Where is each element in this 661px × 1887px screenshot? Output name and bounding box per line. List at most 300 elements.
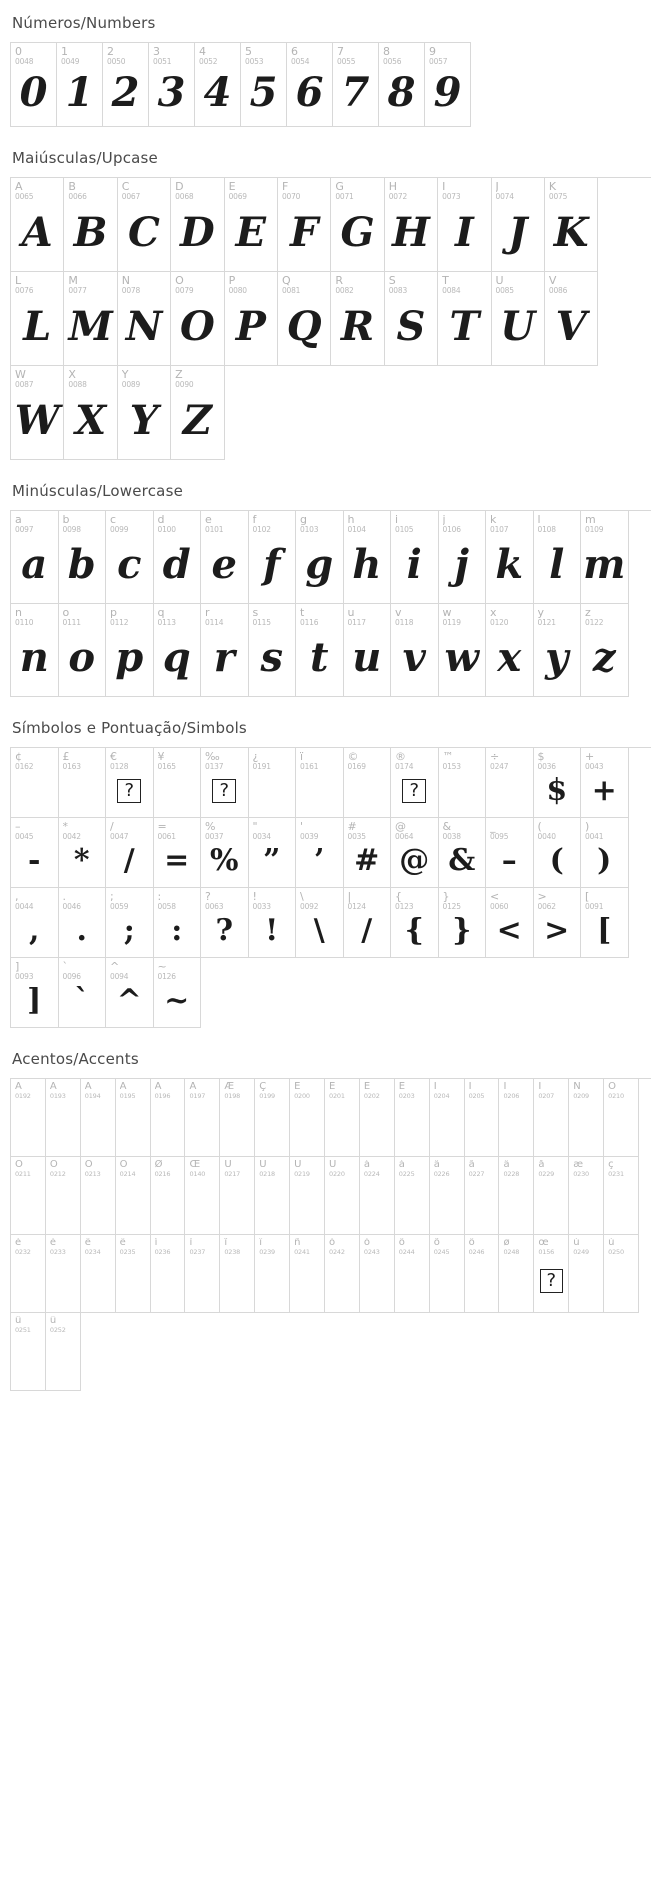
glyph-cell[interactable] [185, 1079, 220, 1157]
glyph-cell[interactable] [344, 511, 392, 604]
glyph-cell[interactable] [296, 748, 344, 818]
glyph-cell[interactable] [249, 604, 297, 697]
glyph-render [604, 1100, 638, 1156]
glyph-cell[interactable] [385, 178, 438, 272]
glyph-code-label: 0075 [548, 192, 568, 201]
glyph-meta [296, 888, 343, 911]
section-symbols [10, 719, 651, 1028]
glyph-cell[interactable] [64, 178, 117, 272]
glyph-char-label: p [110, 607, 117, 619]
glyph-cell[interactable] [333, 43, 379, 127]
glyph-cell[interactable] [499, 1235, 534, 1313]
glyph-render [116, 1178, 150, 1234]
glyph-cell[interactable] [379, 43, 425, 127]
glyph-cell[interactable] [11, 1079, 46, 1157]
glyph-cell[interactable] [486, 888, 534, 958]
glyph-code-label: 0252 [49, 1326, 66, 1334]
glyph-code-label: 0224 [363, 1170, 380, 1178]
glyph-cell[interactable] [195, 43, 241, 127]
glyph-render: V [555, 302, 587, 350]
glyph-char-label: Ù [224, 1160, 232, 1170]
glyph-cell[interactable] [545, 178, 598, 272]
glyph-cell[interactable] [46, 1157, 81, 1235]
glyph-meta [360, 1157, 394, 1178]
glyph-cell[interactable] [154, 604, 202, 697]
glyph-cell[interactable] [11, 1235, 46, 1313]
glyph-cell[interactable] [395, 1079, 430, 1157]
glyph-render [395, 1178, 429, 1234]
glyph-cell[interactable] [106, 958, 154, 1028]
glyph-char-label: à [363, 1160, 371, 1170]
glyph-cell[interactable] [11, 366, 64, 460]
glyph-char-label: Á [49, 1082, 57, 1092]
glyph-cell[interactable] [154, 888, 202, 958]
glyph-cell[interactable] [499, 1157, 534, 1235]
glyph-char-label: ã [468, 1160, 475, 1170]
glyph-code-label: 0090 [175, 380, 194, 389]
glyph-cell[interactable] [11, 272, 64, 366]
glyph-cell[interactable] [581, 511, 629, 604]
glyph-cell[interactable] [534, 604, 582, 697]
glyph-cell[interactable] [325, 1157, 360, 1235]
glyph-cell[interactable] [360, 1235, 395, 1313]
glyph-cell[interactable] [151, 1157, 186, 1235]
glyph-cell[interactable] [395, 1235, 430, 1313]
glyph-char-label: G [335, 181, 344, 193]
glyph-meta [171, 366, 223, 389]
glyph-cell[interactable] [106, 888, 154, 958]
glyph-cell[interactable] [255, 1157, 290, 1235]
glyph-code-label: 0122 [585, 618, 604, 627]
glyph-cell[interactable] [11, 1313, 46, 1391]
glyph-char-label: K [548, 181, 557, 193]
glyph-cell[interactable] [360, 1157, 395, 1235]
glyph-code-label: 0065 [15, 192, 34, 201]
glyph-cell[interactable] [492, 272, 545, 366]
glyph-render [185, 1100, 219, 1156]
glyph-cell[interactable] [46, 1079, 81, 1157]
glyph-code-label: 0092 [300, 902, 319, 911]
glyph-cell[interactable] [430, 1157, 465, 1235]
glyph-cell[interactable] [360, 1079, 395, 1157]
glyph-cell[interactable] [344, 604, 392, 697]
glyph-cell[interactable] [11, 818, 59, 888]
glyph-cell[interactable] [439, 511, 487, 604]
glyph-code-label: 0113 [157, 618, 176, 627]
glyph-code-label: 0165 [157, 762, 176, 771]
glyph-cell[interactable] [439, 748, 487, 818]
glyph-cell[interactable] [59, 818, 107, 888]
glyph-cell[interactable] [325, 1235, 360, 1313]
glyph-cell[interactable] [11, 748, 59, 818]
glyph-meta [46, 1157, 80, 1178]
glyph-cell[interactable] [604, 1079, 639, 1157]
glyph-code-label: 0086 [548, 286, 568, 295]
glyph-meta [465, 1235, 499, 1256]
glyph-char-label: N [121, 275, 131, 287]
glyph-cell[interactable] [438, 272, 491, 366]
glyph-cell[interactable] [57, 43, 103, 127]
glyph-cell[interactable] [116, 1079, 151, 1157]
glyph-cell[interactable] [430, 1235, 465, 1313]
glyph-meta [255, 1235, 289, 1256]
glyph-cell[interactable] [201, 511, 249, 604]
glyph-render: y [545, 634, 569, 682]
glyph-code-label: 0081 [281, 286, 301, 295]
glyph-cell[interactable] [278, 178, 331, 272]
glyph-code-label: 0236 [154, 1248, 171, 1256]
glyph-cell[interactable] [106, 604, 154, 697]
glyph-cell[interactable] [296, 511, 344, 604]
glyph-render: L [23, 302, 52, 350]
glyph-cell[interactable] [154, 511, 202, 604]
glyph-code-label: 0037 [205, 832, 224, 841]
glyph-meta [220, 1235, 254, 1256]
glyph-cell[interactable] [290, 1079, 325, 1157]
glyph-code-label: 0107 [490, 525, 509, 534]
glyph-render [360, 1100, 394, 1156]
glyph-meta [255, 1079, 289, 1100]
glyph-cell[interactable] [171, 178, 224, 272]
glyph-cell[interactable] [499, 1079, 534, 1157]
glyph-cell[interactable] [201, 888, 249, 958]
glyph-cell[interactable] [116, 1157, 151, 1235]
glyph-cell[interactable] [11, 604, 59, 697]
glyph-render: 6 [295, 68, 324, 116]
glyph-cell[interactable] [391, 604, 439, 697]
glyph-cell[interactable] [81, 1079, 116, 1157]
glyph-cell[interactable] [154, 958, 202, 1028]
glyph-char-label: Ñ [573, 1082, 581, 1092]
glyph-code-label: 0070 [281, 192, 301, 201]
glyph-cell[interactable] [64, 272, 117, 366]
glyph-render: M [68, 302, 113, 350]
glyph-cell[interactable] [331, 178, 384, 272]
glyph-char-label: ¿ [252, 751, 259, 763]
glyph-cell[interactable] [486, 748, 534, 818]
glyph-char-label: ù [573, 1238, 580, 1248]
glyph-cell[interactable] [154, 818, 202, 888]
glyph-meta [534, 1235, 568, 1256]
glyph-render: d [162, 541, 191, 589]
glyph-render: $ [546, 772, 568, 808]
glyph-char-label: t [300, 607, 305, 619]
glyph-cell[interactable] [171, 366, 224, 460]
glyph-cell[interactable] [430, 1079, 465, 1157]
glyph-cell[interactable] [59, 888, 107, 958]
glyph-char-label: F [281, 181, 289, 193]
glyph-meta [430, 1235, 464, 1256]
glyph-char-label: T [442, 275, 449, 287]
glyph-cell[interactable] [545, 272, 598, 366]
glyph-cell[interactable] [106, 748, 154, 818]
glyph-meta [249, 888, 296, 911]
glyph-code-label: 0232 [15, 1248, 31, 1256]
glyph-render: ” [263, 842, 281, 878]
glyph-cell[interactable] [59, 511, 107, 604]
glyph-cell[interactable] [391, 511, 439, 604]
glyph-cell[interactable] [220, 1157, 255, 1235]
glyph-meta [499, 1079, 533, 1100]
glyph-meta [154, 511, 201, 534]
glyph-cell[interactable] [64, 366, 117, 460]
glyph-char-label: Y [121, 369, 129, 381]
glyph-cell[interactable] [581, 748, 629, 818]
glyph-render: r [213, 634, 235, 682]
glyph-meta [46, 1313, 80, 1334]
glyph-meta [171, 272, 223, 295]
glyph-cell[interactable] [151, 1079, 186, 1157]
glyph-render: k [495, 541, 524, 589]
glyph-cell[interactable] [344, 748, 392, 818]
glyph-cell[interactable] [201, 604, 249, 697]
glyph-char-label: E [228, 181, 236, 193]
glyph-code-label: 0247 [490, 762, 509, 771]
glyph-meta [325, 1235, 359, 1256]
glyph-cell[interactable] [604, 1157, 639, 1235]
glyph-meta [465, 1079, 499, 1100]
glyph-cell[interactable] [439, 818, 487, 888]
glyph-render: z [592, 634, 616, 682]
glyph-cell[interactable] [201, 818, 249, 888]
glyph-cell[interactable] [171, 272, 224, 366]
glyph-cell[interactable] [290, 1235, 325, 1313]
section-title: Números/Numbers [12, 14, 156, 32]
glyph-cell[interactable] [581, 604, 629, 697]
glyph-cell[interactable] [149, 43, 195, 127]
glyph-cell[interactable] [604, 1235, 639, 1313]
glyph-cell[interactable] [185, 1235, 220, 1313]
glyph-char-label: Õ [84, 1160, 93, 1170]
glyph-cell[interactable] [486, 604, 534, 697]
glyph-cell[interactable] [11, 888, 59, 958]
glyph-code-label: 0088 [68, 380, 87, 389]
glyph-render [255, 1100, 289, 1156]
glyph-cell[interactable] [465, 1079, 500, 1157]
glyph-cell[interactable] [46, 1235, 81, 1313]
glyph-cell[interactable] [439, 888, 487, 958]
glyph-cell[interactable] [534, 748, 582, 818]
glyph-cell[interactable] [255, 1079, 290, 1157]
glyph-char-label: æ [573, 1160, 584, 1170]
glyph-render [360, 1178, 394, 1234]
glyph-cell[interactable] [569, 1157, 604, 1235]
glyph-meta [185, 1157, 219, 1178]
glyph-meta [116, 1079, 150, 1100]
glyph-cell[interactable] [287, 43, 333, 127]
glyph-char-label: Ø [154, 1160, 163, 1170]
glyph-cell[interactable] [249, 818, 297, 888]
glyph-cell[interactable] [118, 366, 171, 460]
glyph-cell[interactable] [534, 511, 582, 604]
glyph-cell[interactable] [492, 178, 545, 272]
glyph-meta [569, 1079, 603, 1100]
glyph-cell[interactable] [344, 888, 392, 958]
glyph-cell[interactable] [116, 1235, 151, 1313]
glyph-cell[interactable] [331, 272, 384, 366]
glyph-char-label: f [252, 514, 257, 526]
glyph-render [534, 1178, 568, 1234]
glyph-cell[interactable] [296, 888, 344, 958]
glyph-meta [534, 1079, 568, 1100]
glyph-cell[interactable] [46, 1313, 81, 1391]
glyph-cell[interactable] [465, 1235, 500, 1313]
glyph-cell[interactable] [201, 748, 249, 818]
glyph-cell[interactable] [325, 1079, 360, 1157]
glyph-render: > [544, 912, 570, 948]
glyph-cell[interactable] [249, 748, 297, 818]
glyph-cell[interactable] [344, 818, 392, 888]
glyph-cell[interactable] [486, 818, 534, 888]
glyph-char-label: ï [300, 751, 304, 763]
glyph-cell[interactable] [249, 888, 297, 958]
glyph-code-label: 0036 [537, 762, 556, 771]
glyph-code-label: 0153 [442, 762, 461, 771]
glyph-char-label: € [110, 751, 117, 763]
glyph-meta [11, 1235, 45, 1256]
glyph-cell[interactable] [569, 1079, 604, 1157]
glyph-render [46, 1178, 80, 1234]
glyph-render: E [235, 208, 266, 256]
glyph-cell[interactable] [438, 178, 491, 272]
glyph-meta [185, 1079, 219, 1100]
glyph-code-label: 0078 [121, 286, 141, 295]
glyph-meta [118, 178, 170, 201]
glyph-char-label: œ [538, 1238, 549, 1248]
glyph-render: N [125, 302, 163, 350]
glyph-cell[interactable] [439, 604, 487, 697]
glyph-render: K [553, 208, 589, 256]
glyph-meta [11, 43, 56, 66]
glyph-cell[interactable] [290, 1157, 325, 1235]
glyph-cell[interactable] [296, 818, 344, 888]
glyph-char-label: # [347, 821, 357, 833]
glyph-meta [46, 1235, 80, 1256]
glyph-code-label: 0198 [224, 1092, 241, 1100]
glyph-meta [46, 1079, 80, 1100]
glyph-cell[interactable] [106, 511, 154, 604]
glyph-cell[interactable] [118, 272, 171, 366]
glyph-cell[interactable] [59, 958, 107, 1028]
glyph-cell[interactable] [391, 818, 439, 888]
glyph-code-label: 0211 [15, 1170, 31, 1178]
glyph-cell[interactable] [465, 1157, 500, 1235]
glyph-cell[interactable] [534, 888, 582, 958]
glyph-cell[interactable] [11, 1157, 46, 1235]
glyph-render: A [21, 208, 53, 256]
glyph-meta [116, 1157, 150, 1178]
glyph-cell[interactable] [249, 511, 297, 604]
glyph-meta [201, 818, 248, 841]
glyph-cell[interactable] [59, 604, 107, 697]
glyph-render [81, 1256, 115, 1312]
glyph-meta [11, 1157, 45, 1178]
glyph-meta [581, 748, 628, 771]
glyph-code-label: 0051 [153, 57, 172, 66]
glyph-cell[interactable] [278, 272, 331, 366]
glyph-cell[interactable] [385, 272, 438, 366]
glyph-cell[interactable] [241, 43, 287, 127]
glyph-cell[interactable] [185, 1157, 220, 1235]
glyph-render [46, 1256, 80, 1312]
glyph-cell[interactable] [11, 178, 64, 272]
glyph-cell[interactable] [11, 958, 59, 1028]
glyph-cell[interactable] [225, 272, 278, 366]
glyph-render: s [260, 634, 284, 682]
glyph-cell[interactable] [81, 1157, 116, 1235]
glyph-cell[interactable] [486, 511, 534, 604]
glyph-cell[interactable] [106, 818, 154, 888]
glyph-cell[interactable] [220, 1079, 255, 1157]
glyph-cell[interactable] [534, 1079, 569, 1157]
glyph-code-label: 0105 [395, 525, 414, 534]
glyph-render [499, 1256, 533, 1312]
glyph-char-label: ê [84, 1238, 91, 1248]
glyph-meta [64, 272, 116, 295]
glyph-cell[interactable] [11, 43, 57, 127]
glyph-code-label: 0218 [259, 1170, 275, 1178]
glyph-cell[interactable] [569, 1235, 604, 1313]
glyph-char-label: s [252, 607, 259, 619]
glyph-char-label: [ [585, 891, 590, 903]
glyph-notdef-box [106, 771, 153, 817]
glyph-cell[interactable] [534, 818, 582, 888]
glyph-char-label: $ [537, 751, 545, 763]
glyph-char-label: R [335, 275, 343, 287]
glyph-cell[interactable] [154, 748, 202, 818]
glyph-cell[interactable] [225, 178, 278, 272]
glyph-cell[interactable] [391, 888, 439, 958]
glyph-cell[interactable] [255, 1235, 290, 1313]
glyph-cell[interactable] [11, 511, 59, 604]
glyph-cell[interactable] [151, 1235, 186, 1313]
glyph-code-label: 0097 [15, 525, 34, 534]
glyph-render: n [19, 634, 49, 682]
glyph-code-label: 0231 [608, 1170, 624, 1178]
glyph-render: 8 [387, 68, 416, 116]
glyph-code-label: 0207 [538, 1092, 555, 1100]
glyph-code-label: 0201 [329, 1092, 345, 1100]
glyph-render: , [29, 912, 40, 948]
glyph-meta [249, 511, 296, 534]
glyph-cell[interactable] [391, 748, 439, 818]
glyph-cell[interactable] [220, 1235, 255, 1313]
glyph-meta [486, 748, 533, 771]
glyph-cell[interactable] [534, 1235, 569, 1313]
glyph-cell[interactable] [103, 43, 149, 127]
glyph-code-label: 0057 [429, 57, 448, 66]
glyph-cell[interactable] [81, 1235, 116, 1313]
glyph-cell[interactable] [425, 43, 471, 127]
glyph-char-label: ^ [110, 961, 120, 973]
glyph-cell[interactable] [581, 818, 629, 888]
glyph-char-label: ' [300, 821, 304, 833]
glyph-meta [11, 888, 58, 911]
glyph-cell[interactable] [296, 604, 344, 697]
glyph-cell[interactable] [534, 1157, 569, 1235]
glyph-cell[interactable] [118, 178, 171, 272]
glyph-code-label: 0096 [62, 972, 81, 981]
glyph-render [344, 771, 391, 817]
glyph-char-label: v [395, 607, 402, 619]
glyph-render [465, 1256, 499, 1312]
notdef-icon: ? [117, 779, 141, 804]
glyph-meta [255, 1157, 289, 1178]
glyph-cell[interactable] [395, 1157, 430, 1235]
glyph-cell[interactable] [581, 888, 629, 958]
glyph-cell[interactable] [59, 748, 107, 818]
glyph-render: ) [597, 842, 612, 878]
